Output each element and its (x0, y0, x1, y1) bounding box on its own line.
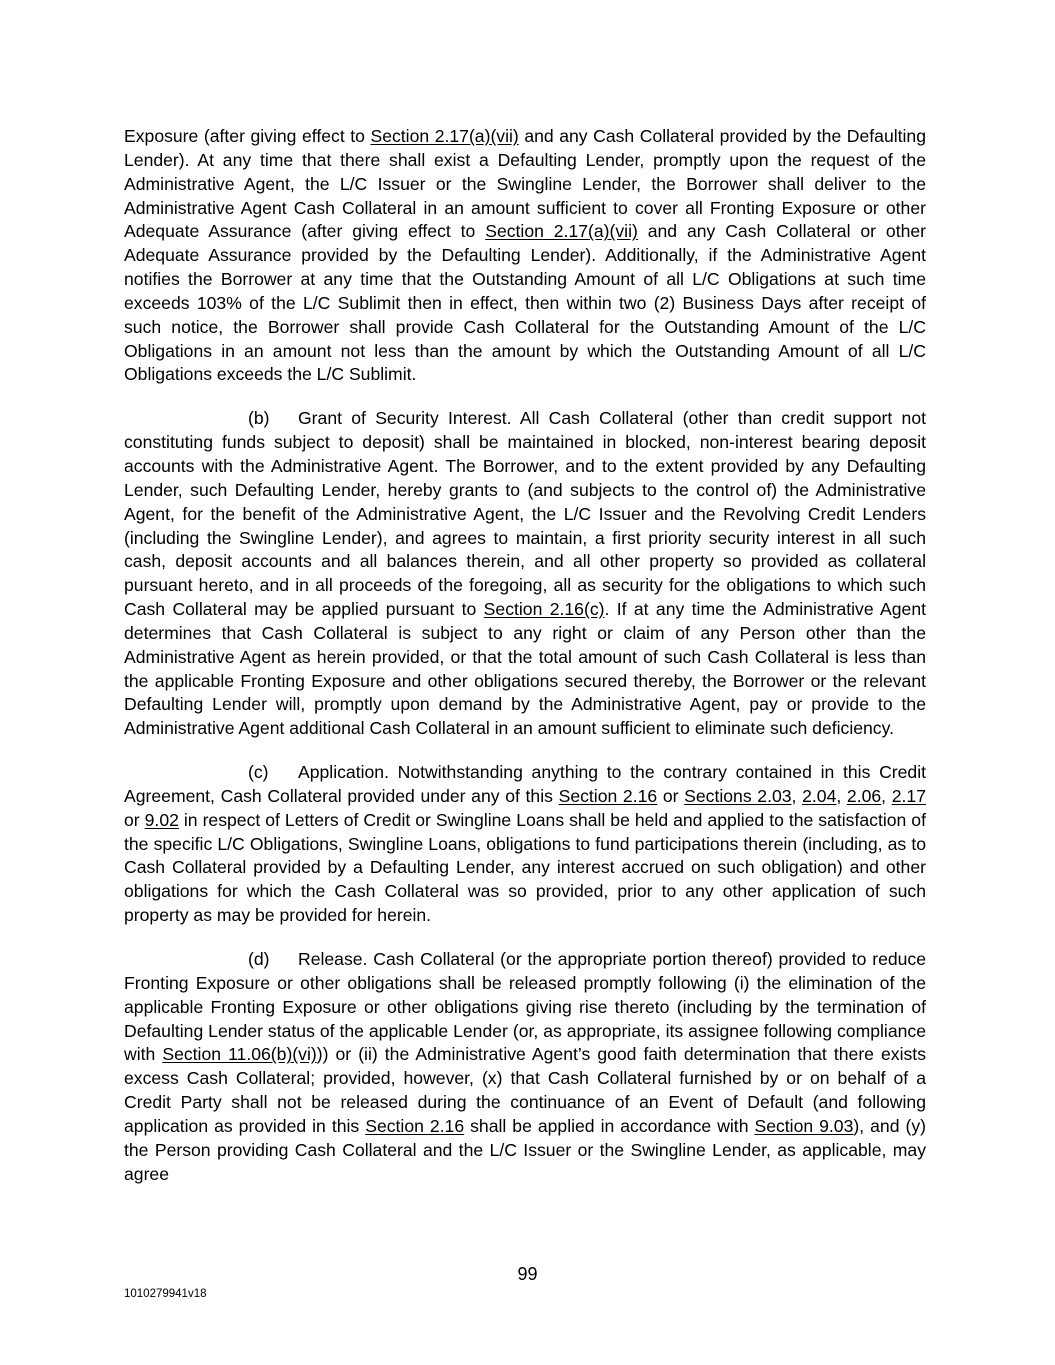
section-reference: Section 2.17(a)(vii) (370, 126, 519, 146)
section-reference: Section 2.16 (558, 785, 658, 806)
paragraph-text: and any Cash Collateral or other Adequate Assurance provided by the Defaulting Lender). Additionally, if the Administrative Agent notifies the Borrower at any time that the Outstanding Amount of all L/C Obligations at such time exceeds 103% of the L/C Sublimit then in effect, then within two (2) Business Days after receipt of such notice, the Borrower shall provide Cash Collateral for the Outstanding Amount of the L/C Obligations in an amount not less than the amount by which the Outstanding Amount of all L/C Obligations exceeds the L/C Sublimit. (124, 221, 927, 385)
paragraph-text: . If at any time the Administrative Agent determines that Cash Collateral is subject to any right or claim of any Person other than the Administrative Agent as herein provided, or that the total amount of such Cash Collateral is less than the applicable Fronting Exposure and other obligations secured thereby, the Borrower or the relevant Defaulting Lender will, promptly upon demand by the Administrative Agent, pay or provide to the Administrative Agent additional Cash Collateral in an amount sufficient to eliminate such deficiency. (124, 599, 926, 739)
document-id: 1010279941v18 (124, 1288, 207, 1300)
section-reference: Section 2.17(a)(vii) (485, 221, 638, 242)
section-reference: Sections 2.03 (684, 785, 792, 806)
paragraph-marker: (b) (248, 408, 270, 429)
section-reference: Section 11.06(b)(vi) (162, 1044, 317, 1065)
paragraph-text: Cash Collateral (or the appropriate portion thereof) provided to reduce Fronting Exposure or other obligations shall be released promptly following (i) the elimination of the applicable Fronting Exposure or other obligations giving rise thereto (including by the termination of Defaulting Lender status of the applicable Lender (or, as appropriate, its assignee following compliance with (124, 949, 926, 1065)
section-reference: 9.02 (144, 809, 179, 830)
paragraph-text: Exposure (after giving effect to (124, 126, 371, 146)
paragraph-text: shall be applied in accordance with (464, 1115, 755, 1136)
paragraph-text: in respect of Letters of Credit or Swingline Loans shall be held and applied to the satisfaction of the specific L/C Obligations, Swingline Loans, obligations to fund participations therein (including, as to Cash Collateral provided by a Defaulting Lender, any interest accrued on such obligation) and other obligations for which the Cash Collateral was so provided, prior to any other application of such property as may be provided for herein. (124, 809, 926, 926)
paragraph-text: or (124, 809, 145, 830)
paragraph-text: , (881, 785, 892, 806)
paragraph-text: or (657, 785, 685, 806)
paragraph-text: Notwithstanding anything to the contrary contained in this Credit Agreement, Cash Collateral provided under any of this (124, 762, 926, 806)
paragraph-text: , (791, 785, 803, 806)
body-text (124, 125, 926, 1206)
paragraph-text: All Cash Collateral (other than credit support not constituting funds subject to deposit) shall be maintained in blocked, non-interest bearing deposit accounts with the Administrative Agent. The Borrower, and to the extent provided by any Defaulting Lender, such Defaulting Lender, hereby grants to (and subjects to the control of) the Administrative Agent, for the benefit of the Administrative Agent, the L/C Issuer and the Revolving Credit Lenders (including the Swingline Lender), and agrees to maintain, a first priority security interest in all such cash, deposit accounts and all balances therein, and all other property so provided as collateral pursuant hereto, and in all proceeds of the foregoing, all as security for the obligations to which such Cash Collateral may be applied pursuant to (124, 408, 926, 620)
paragraph-text: ), and (y) the Person providing Cash Collateral and the L/C Issuer or the Swingline Lender, as applicable, may agree (124, 1115, 926, 1184)
paragraph-text: and any Cash Collateral provided by the Defaulting Lender). At any time that there shall exist a Defaulting Lender, promptly upon the request of the Administrative Agent, the L/C Issuer or the Swingline Lender, the Borrower shall deliver to the Administrative Agent Cash Collateral in an amount sufficient to cover all Fronting Exposure or other Adequate Assurance (after giving effect to (124, 126, 926, 242)
paragraph-marker: (d) (248, 949, 270, 969)
page-number: 99 (517, 1264, 538, 1284)
paragraph-heading: Application. (298, 762, 389, 783)
section-reference: 2.17 (891, 785, 926, 806)
section-paragraph (124, 761, 926, 928)
section-reference: Section 2.16(c) (483, 599, 605, 620)
section-reference: Section 9.03 (754, 1115, 854, 1136)
section-reference: 2.06 (846, 785, 882, 806)
section-paragraph (124, 407, 926, 741)
paragraph-marker: (c) (248, 762, 269, 783)
section-reference: 2.04 (802, 785, 837, 806)
section-reference: Section 2.16 (365, 1115, 465, 1136)
paragraph-heading: Release. (298, 949, 368, 969)
paragraph-text: , (836, 785, 847, 806)
paragraph-heading: Grant of Security Interest. (298, 408, 512, 429)
paragraph-text: )) or (ii) the Administrative Agent’s good faith determination that there exists excess Cash Collateral; provided, however, (x) that Cash Collateral furnished by or on behalf of a Credit Party shall not be released during the continuance of an Event of Default (and following application as provided in this (124, 1044, 926, 1136)
body-paragraph (124, 125, 926, 387)
section-paragraph (124, 948, 926, 1186)
